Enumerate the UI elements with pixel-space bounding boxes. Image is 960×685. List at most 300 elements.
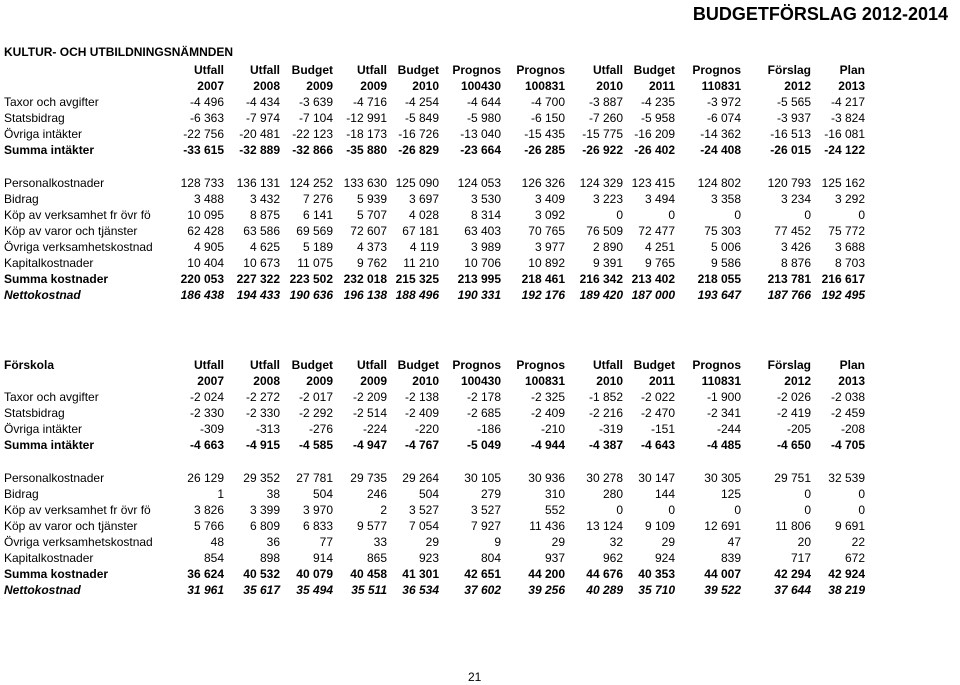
- value-cell: 3 989: [470, 240, 501, 254]
- cost-row: [4, 223, 867, 239]
- value-cell: -6 150: [530, 111, 565, 125]
- row-label: Övriga intäkter: [4, 127, 83, 141]
- value-cell: 27 781: [296, 471, 333, 485]
- value-cell: 38: [266, 487, 280, 501]
- value-cell: 962: [602, 551, 623, 565]
- value-cell: 3 292: [834, 192, 865, 206]
- value-cell: 39 522: [704, 583, 741, 597]
- income-total-row: [4, 437, 867, 453]
- value-cell: 36 624: [187, 567, 224, 581]
- value-cell: 8 314: [470, 208, 501, 222]
- value-cell: 218 461: [521, 272, 565, 286]
- value-cell: -3 639: [298, 95, 333, 109]
- column-header: Prognos: [692, 63, 741, 77]
- value-cell: 29: [661, 535, 675, 549]
- value-cell: 9 762: [356, 256, 387, 270]
- value-cell: 232 018: [343, 272, 387, 286]
- cost-row: [4, 518, 867, 534]
- value-cell: 37 602: [464, 583, 501, 597]
- cost-row: [4, 534, 867, 550]
- value-cell: 12 691: [704, 519, 741, 533]
- row-label: Nettokostnad: [4, 288, 81, 302]
- value-cell: -2 024: [189, 390, 224, 404]
- value-cell: 40 289: [586, 583, 623, 597]
- value-cell: 193 647: [697, 288, 741, 302]
- value-cell: -4 643: [640, 438, 675, 452]
- value-cell: 75 772: [828, 224, 865, 238]
- value-cell: -3 887: [588, 95, 623, 109]
- row-label: Köp av verksamhet fr övr fö: [4, 208, 151, 222]
- value-cell: 187 000: [631, 288, 675, 302]
- value-cell: -22 123: [292, 127, 333, 141]
- column-year: 100831: [524, 374, 565, 388]
- header-spacer: [4, 78, 164, 94]
- value-cell: 144: [654, 487, 675, 501]
- value-cell: -15 775: [582, 127, 623, 141]
- value-cell: 3 530: [470, 192, 501, 206]
- value-cell: -4 716: [352, 95, 387, 109]
- column-header: Utfall: [593, 358, 623, 372]
- value-cell: 35 617: [243, 583, 280, 597]
- row-label: Bidrag: [4, 192, 39, 206]
- column-year: 2010: [412, 79, 439, 93]
- spacer: [4, 453, 867, 470]
- value-cell: 10 673: [243, 256, 280, 270]
- value-cell: 69 569: [296, 224, 333, 238]
- column-header: Budget: [291, 63, 333, 77]
- value-cell: -7 260: [588, 111, 623, 125]
- value-cell: -220: [414, 422, 439, 436]
- value-cell: -5 958: [640, 111, 675, 125]
- value-cell: 3 432: [249, 192, 280, 206]
- value-cell: 914: [312, 551, 333, 565]
- value-cell: 11 436: [529, 519, 565, 533]
- income-total-row: [4, 142, 867, 158]
- value-cell: -5 565: [776, 95, 811, 109]
- column-header: Prognos: [692, 358, 741, 372]
- row-label: Summa intäkter: [4, 143, 95, 157]
- value-cell: 10 706: [464, 256, 501, 270]
- row-label: Nettokostnad: [4, 583, 81, 597]
- value-cell: 133 630: [343, 176, 387, 190]
- value-cell: -4 663: [189, 438, 224, 452]
- value-cell: 504: [418, 487, 439, 501]
- value-cell: -4 700: [530, 95, 565, 109]
- value-cell: 898: [259, 551, 280, 565]
- value-cell: 3 399: [249, 503, 280, 517]
- value-cell: 9: [494, 535, 501, 549]
- budget-table-forskola: [4, 357, 867, 598]
- value-cell: -20 481: [239, 127, 280, 141]
- value-cell: -4 915: [245, 438, 280, 452]
- value-cell: 70 765: [528, 224, 565, 238]
- value-cell: 2: [380, 503, 387, 517]
- value-cell: -313: [255, 422, 280, 436]
- section-title-kultur: KULTUR- OCH UTBILDNINGSNÄMNDEN: [4, 45, 234, 59]
- value-cell: 6 833: [302, 519, 333, 533]
- value-cell: -2 138: [404, 390, 439, 404]
- value-cell: 32: [609, 535, 623, 549]
- value-cell: 35 511: [351, 583, 387, 597]
- value-cell: -319: [598, 422, 623, 436]
- value-cell: -5 980: [466, 111, 501, 125]
- value-cell: -5 849: [404, 111, 439, 125]
- value-cell: 125 090: [395, 176, 439, 190]
- value-cell: -4 496: [189, 95, 224, 109]
- value-cell: -2 178: [466, 390, 501, 404]
- value-cell: 3 488: [193, 192, 224, 206]
- page-number: 21: [468, 670, 482, 684]
- header-row: [4, 357, 867, 373]
- value-cell: 29 735: [350, 471, 387, 485]
- value-cell: 30 147: [638, 471, 675, 485]
- value-cell: 76 509: [586, 224, 623, 238]
- value-cell: -4 235: [640, 95, 675, 109]
- value-cell: 29 352: [243, 471, 280, 485]
- column-year: 2009: [306, 79, 333, 93]
- cost-row: [4, 550, 867, 566]
- value-cell: -26 402: [634, 143, 675, 157]
- value-cell: -2 216: [588, 406, 623, 420]
- value-cell: 11 075: [297, 256, 333, 270]
- value-cell: 865: [366, 551, 387, 565]
- value-cell: 0: [804, 487, 811, 501]
- value-cell: 125 162: [821, 176, 865, 190]
- value-cell: -3 972: [706, 95, 741, 109]
- value-cell: 30 278: [586, 471, 623, 485]
- value-cell: 9 691: [834, 519, 865, 533]
- value-cell: 35 710: [638, 583, 675, 597]
- value-cell: 29: [551, 535, 565, 549]
- value-cell: 4 625: [249, 240, 280, 254]
- value-cell: -4 585: [298, 438, 333, 452]
- value-cell: -16 081: [824, 127, 865, 141]
- value-cell: 0: [616, 503, 623, 517]
- column-header: Förslag: [767, 63, 811, 77]
- value-cell: 39 256: [528, 583, 565, 597]
- column-year: 2009: [306, 374, 333, 388]
- value-cell: -1 852: [588, 390, 623, 404]
- value-cell: 9 109: [644, 519, 675, 533]
- value-cell: 75 303: [704, 224, 741, 238]
- value-cell: 0: [668, 503, 675, 517]
- value-cell: -2 330: [189, 406, 224, 420]
- column-header: Prognos: [452, 358, 501, 372]
- value-cell: 3 223: [592, 192, 623, 206]
- value-cell: -22 756: [183, 127, 224, 141]
- value-cell: -26 015: [770, 143, 811, 157]
- value-cell: -6 074: [706, 111, 741, 125]
- row-label: Övriga verksamhetskostnad: [4, 240, 153, 254]
- value-cell: 223 502: [289, 272, 333, 286]
- value-cell: 3 977: [534, 240, 565, 254]
- row-label: Köp av verksamhet fr övr fö: [4, 503, 151, 517]
- value-cell: 40 458: [350, 567, 387, 581]
- value-cell: 3 688: [834, 240, 865, 254]
- value-cell: 29 264: [402, 471, 439, 485]
- row-label: Statsbidrag: [4, 111, 65, 125]
- column-year: 110831: [701, 79, 741, 93]
- value-cell: -210: [540, 422, 565, 436]
- value-cell: 8 876: [780, 256, 811, 270]
- value-cell: 33: [373, 535, 387, 549]
- value-cell: -2 470: [640, 406, 675, 420]
- value-cell: -4 434: [245, 95, 280, 109]
- value-cell: 41 301: [402, 567, 439, 581]
- value-cell: 36 534: [402, 583, 439, 597]
- value-cell: -16 726: [398, 127, 439, 141]
- value-cell: 4 119: [409, 240, 439, 254]
- row-label: Personalkostnader: [4, 176, 105, 190]
- row-label: Taxor och avgifter: [4, 95, 99, 109]
- value-cell: -186: [476, 422, 501, 436]
- value-cell: 924: [654, 551, 675, 565]
- row-label: Summa kostnader: [4, 567, 109, 581]
- value-cell: 42 294: [774, 567, 811, 581]
- value-cell: -205: [786, 422, 811, 436]
- value-cell: -276: [308, 422, 333, 436]
- value-cell: 48: [210, 535, 224, 549]
- value-cell: 126 326: [521, 176, 565, 190]
- value-cell: 188 496: [395, 288, 439, 302]
- value-cell: 0: [858, 487, 865, 501]
- value-cell: 213 402: [631, 272, 675, 286]
- value-cell: 186 438: [180, 288, 224, 302]
- value-cell: -15 435: [524, 127, 565, 141]
- value-cell: 9 586: [710, 256, 741, 270]
- value-cell: 10 404: [187, 256, 224, 270]
- value-cell: 0: [616, 208, 623, 222]
- value-cell: -2 325: [530, 390, 565, 404]
- value-cell: -4 944: [530, 438, 565, 452]
- value-cell: 839: [720, 551, 741, 565]
- value-cell: 0: [734, 208, 741, 222]
- value-cell: -2 419: [776, 406, 811, 420]
- value-cell: 216 617: [821, 272, 865, 286]
- value-cell: 30 305: [704, 471, 741, 485]
- income-row: [4, 110, 867, 126]
- value-cell: -5 049: [466, 438, 501, 452]
- value-cell: -3 937: [776, 111, 811, 125]
- value-cell: 0: [734, 503, 741, 517]
- column-header: Prognos: [452, 63, 501, 77]
- column-header: Utfall: [250, 358, 280, 372]
- column-year: 2011: [648, 79, 675, 93]
- column-header: Budget: [633, 63, 675, 77]
- value-cell: 5 939: [356, 192, 387, 206]
- value-cell: 3 409: [534, 192, 565, 206]
- value-cell: 124 252: [289, 176, 333, 190]
- value-cell: 7 054: [408, 519, 439, 533]
- value-cell: -4 387: [588, 438, 623, 452]
- column-header: Utfall: [250, 63, 280, 77]
- value-cell: 3 697: [408, 192, 439, 206]
- value-cell: 0: [858, 208, 865, 222]
- value-cell: -2 409: [404, 406, 439, 420]
- value-cell: 246: [366, 487, 387, 501]
- value-cell: 123 415: [631, 176, 675, 190]
- value-cell: 6 141: [302, 208, 333, 222]
- value-cell: -4 650: [776, 438, 811, 452]
- value-cell: 552: [544, 503, 565, 517]
- value-cell: -2 272: [245, 390, 280, 404]
- column-year: 2013: [838, 79, 865, 93]
- row-label: Statsbidrag: [4, 406, 65, 420]
- value-cell: 40 532: [243, 567, 280, 581]
- value-cell: 220 053: [180, 272, 224, 286]
- value-cell: 20: [797, 535, 811, 549]
- row-label: Kapitalkostnader: [4, 551, 94, 565]
- value-cell: 923: [418, 551, 439, 565]
- value-cell: 42 924: [828, 567, 865, 581]
- value-cell: 8 703: [834, 256, 865, 270]
- value-cell: 9 391: [592, 256, 623, 270]
- value-cell: 5 006: [710, 240, 741, 254]
- value-cell: -32 866: [292, 143, 333, 157]
- value-cell: -2 330: [245, 406, 280, 420]
- header-spacer: [4, 373, 164, 389]
- value-cell: -2 685: [466, 406, 501, 420]
- cost-row: [4, 207, 867, 223]
- value-cell: 42 651: [464, 567, 501, 581]
- value-cell: 7 276: [302, 192, 333, 206]
- value-cell: 47: [727, 535, 741, 549]
- cost-total-row: [4, 566, 867, 582]
- column-header: Utfall: [593, 63, 623, 77]
- value-cell: -7 104: [298, 111, 333, 125]
- column-year: 2012: [784, 79, 811, 93]
- value-cell: 0: [858, 503, 865, 517]
- column-header: Utfall: [357, 63, 387, 77]
- value-cell: 62 428: [187, 224, 224, 238]
- value-cell: 124 802: [697, 176, 741, 190]
- column-header: Budget: [397, 63, 439, 77]
- value-cell: 190 636: [289, 288, 333, 302]
- value-cell: -32 889: [239, 143, 280, 157]
- value-cell: -2 022: [640, 390, 675, 404]
- cost-row: [4, 502, 867, 518]
- value-cell: -4 217: [830, 95, 865, 109]
- value-cell: -12 991: [346, 111, 387, 125]
- value-cell: 44 007: [704, 567, 741, 581]
- column-header: Plan: [839, 358, 865, 372]
- value-cell: 30 105: [464, 471, 501, 485]
- cost-row: [4, 191, 867, 207]
- value-cell: 40 079: [296, 567, 333, 581]
- value-cell: 279: [480, 487, 501, 501]
- row-label: Övriga verksamhetskostnad: [4, 535, 153, 549]
- column-year: 2010: [596, 79, 623, 93]
- document-title: BUDGETFÖRSLAG 2012-2014: [692, 4, 948, 24]
- row-label: Taxor och avgifter: [4, 390, 99, 404]
- value-cell: 280: [602, 487, 623, 501]
- value-cell: 310: [544, 487, 565, 501]
- value-cell: 192 176: [521, 288, 565, 302]
- row-label: Bidrag: [4, 487, 39, 501]
- value-cell: -2 292: [298, 406, 333, 420]
- value-cell: 1: [217, 487, 224, 501]
- value-cell: 30 936: [528, 471, 565, 485]
- column-header: Prognos: [516, 63, 565, 77]
- value-cell: 227 322: [236, 272, 280, 286]
- value-cell: 5 707: [356, 208, 387, 222]
- value-cell: 3 527: [470, 503, 501, 517]
- column-header: Prognos: [516, 358, 565, 372]
- row-label: Köp av varor och tjänster: [4, 224, 138, 238]
- value-cell: -2 038: [830, 390, 865, 404]
- value-cell: 72 477: [638, 224, 675, 238]
- value-cell: 187 766: [767, 288, 811, 302]
- value-cell: 213 781: [767, 272, 811, 286]
- row-label: Summa kostnader: [4, 272, 109, 286]
- value-cell: -24 122: [824, 143, 865, 157]
- value-cell: -2 341: [706, 406, 741, 420]
- value-cell: -18 173: [346, 127, 387, 141]
- value-cell: -4 705: [830, 438, 865, 452]
- value-cell: 216 342: [579, 272, 623, 286]
- value-cell: 0: [668, 208, 675, 222]
- value-cell: 120 793: [767, 176, 811, 190]
- value-cell: 5 189: [302, 240, 333, 254]
- column-year: 2007: [197, 374, 224, 388]
- value-cell: -33 615: [183, 143, 224, 157]
- column-year: 2012: [784, 374, 811, 388]
- value-cell: 13 124: [586, 519, 623, 533]
- income-row: [4, 405, 867, 421]
- value-cell: 44 200: [528, 567, 565, 581]
- row-label: Övriga intäkter: [4, 422, 83, 436]
- row-label: Köp av varor och tjänster: [4, 519, 138, 533]
- value-cell: 26 129: [187, 471, 224, 485]
- column-header: Plan: [839, 63, 865, 77]
- value-cell: -4 947: [352, 438, 387, 452]
- value-cell: -23 664: [460, 143, 501, 157]
- value-cell: 10 095: [187, 208, 224, 222]
- header-row-year: [4, 373, 867, 389]
- value-cell: 38 219: [828, 583, 865, 597]
- net-cost-row: [4, 582, 867, 598]
- cost-total-row: [4, 271, 867, 287]
- value-cell: -224: [362, 422, 387, 436]
- value-cell: -1 900: [706, 390, 741, 404]
- value-cell: 218 055: [697, 272, 741, 286]
- value-cell: -26 829: [398, 143, 439, 157]
- column-header: Utfall: [357, 358, 387, 372]
- value-cell: 29 751: [774, 471, 811, 485]
- value-cell: 190 331: [457, 288, 501, 302]
- column-header: Förslag: [767, 358, 811, 372]
- spacer-row: [4, 158, 867, 175]
- value-cell: 4 373: [356, 240, 387, 254]
- value-cell: -16 513: [770, 127, 811, 141]
- value-cell: 213 995: [457, 272, 501, 286]
- value-cell: 128 733: [180, 176, 224, 190]
- value-cell: 192 495: [821, 288, 865, 302]
- value-cell: -35 880: [346, 143, 387, 157]
- value-cell: -7 974: [245, 111, 280, 125]
- value-cell: 215 325: [395, 272, 439, 286]
- header-row-year: [4, 78, 867, 94]
- value-cell: 72 607: [350, 224, 387, 238]
- column-year: 110831: [701, 374, 741, 388]
- value-cell: -4 485: [706, 438, 741, 452]
- value-cell: -26 922: [582, 143, 623, 157]
- cost-row: [4, 470, 867, 486]
- value-cell: -4 644: [466, 95, 501, 109]
- income-row: [4, 94, 867, 110]
- column-year: 100831: [524, 79, 565, 93]
- value-cell: -2 409: [530, 406, 565, 420]
